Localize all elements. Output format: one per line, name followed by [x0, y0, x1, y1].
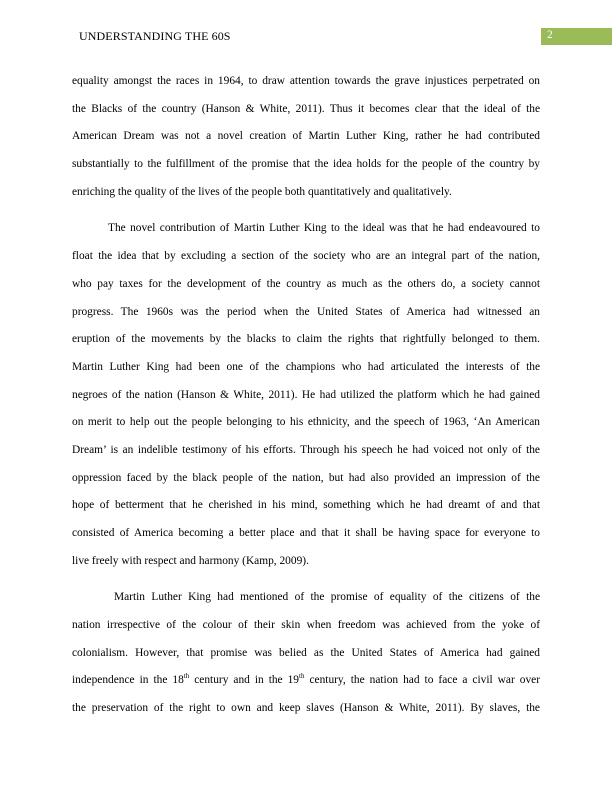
text-line: negroes of the nation (Hanson & White, 2011). He had utilized the platform which he had gained: [72, 388, 540, 401]
text-line: Martin Luther King had been one of the champions who had articulated the interests of the: [72, 360, 540, 373]
document-body: [72, 68, 540, 723]
paragraph-2: [72, 215, 540, 575]
text-line: hope of betterment that he cherished in his mind, something which he had dreamt of and that: [72, 499, 540, 512]
text-fragment: century and in the 19: [189, 674, 300, 687]
text-line: the Blacks of the country (Hanson & White, 2011). Thus it becomes clear that the ideal of the: [72, 102, 540, 115]
text-line: progress. The 1960s was the period when the United States of America had witnessed an: [72, 305, 540, 318]
text-fragment: independence in the 18: [72, 674, 184, 687]
text-line: on merit to help out the people belonging to his ethnicity, and the speech of 1963, ‘An American: [72, 416, 540, 429]
paragraph-3: [72, 584, 540, 722]
text-line-with-superscripts: [72, 667, 540, 695]
ordinal-suffix: th: [299, 672, 305, 681]
page-number-box: [541, 28, 612, 45]
ordinal-suffix: th: [183, 672, 190, 681]
text-line: eruption of the movements by the blacks to claim the rights that rightfully belonged to them.: [72, 333, 540, 346]
running-head: UNDERSTANDING THE 60S: [79, 29, 231, 43]
paragraph-1: [72, 68, 540, 206]
page-header: [0, 26, 612, 46]
text-line: The novel contribution of Martin Luther King to the ideal was that he had endeavoured to: [108, 222, 540, 235]
page-number: 2: [547, 29, 553, 41]
text-line: float the idea that by excluding a section of the society who are an integral part of the nation,: [72, 250, 540, 263]
text-line: nation irrespective of the colour of their skin when freedom was achieved from the yoke of: [72, 619, 540, 632]
text-line: colonialism. However, that promise was belied as the United States of America had gained: [72, 646, 540, 659]
text-fragment: century, the nation had to face a civil war over: [304, 674, 540, 687]
text-line: equality amongst the races in 1964, to draw attention towards the grave injustices perpetrated on: [72, 75, 540, 87]
text-line: oppression faced by the black people of the nation, but had also provided an impression of the: [72, 471, 540, 484]
text-line: American Dream was not a novel creation of Martin Luther King, rather he had contributed: [72, 130, 540, 143]
text-line: the preservation of the right to own and keep slaves (Hanson & White, 2011). By slaves, the: [72, 702, 540, 715]
text-line: live freely with respect and harmony (Kamp, 2009).: [72, 554, 309, 567]
text-line: Dream’ is an indelible testimony of his efforts. Through his speech he had voiced not only of the: [72, 443, 540, 456]
text-line: Martin Luther King had mentioned of the promise of equality of the citizens of the: [114, 591, 540, 604]
text-line: substantially to the fulfillment of the promise that the idea holds for the people of the country by: [72, 158, 540, 171]
text-line: consisted of America becoming a better place and that it shall be having space for everyone to: [72, 527, 540, 539]
text-line: enriching the quality of the lives of the people both quantitatively and qualitatively.: [72, 185, 452, 198]
text-line: who pay taxes for the development of the country as much as the others do, a society cannot: [72, 277, 540, 290]
